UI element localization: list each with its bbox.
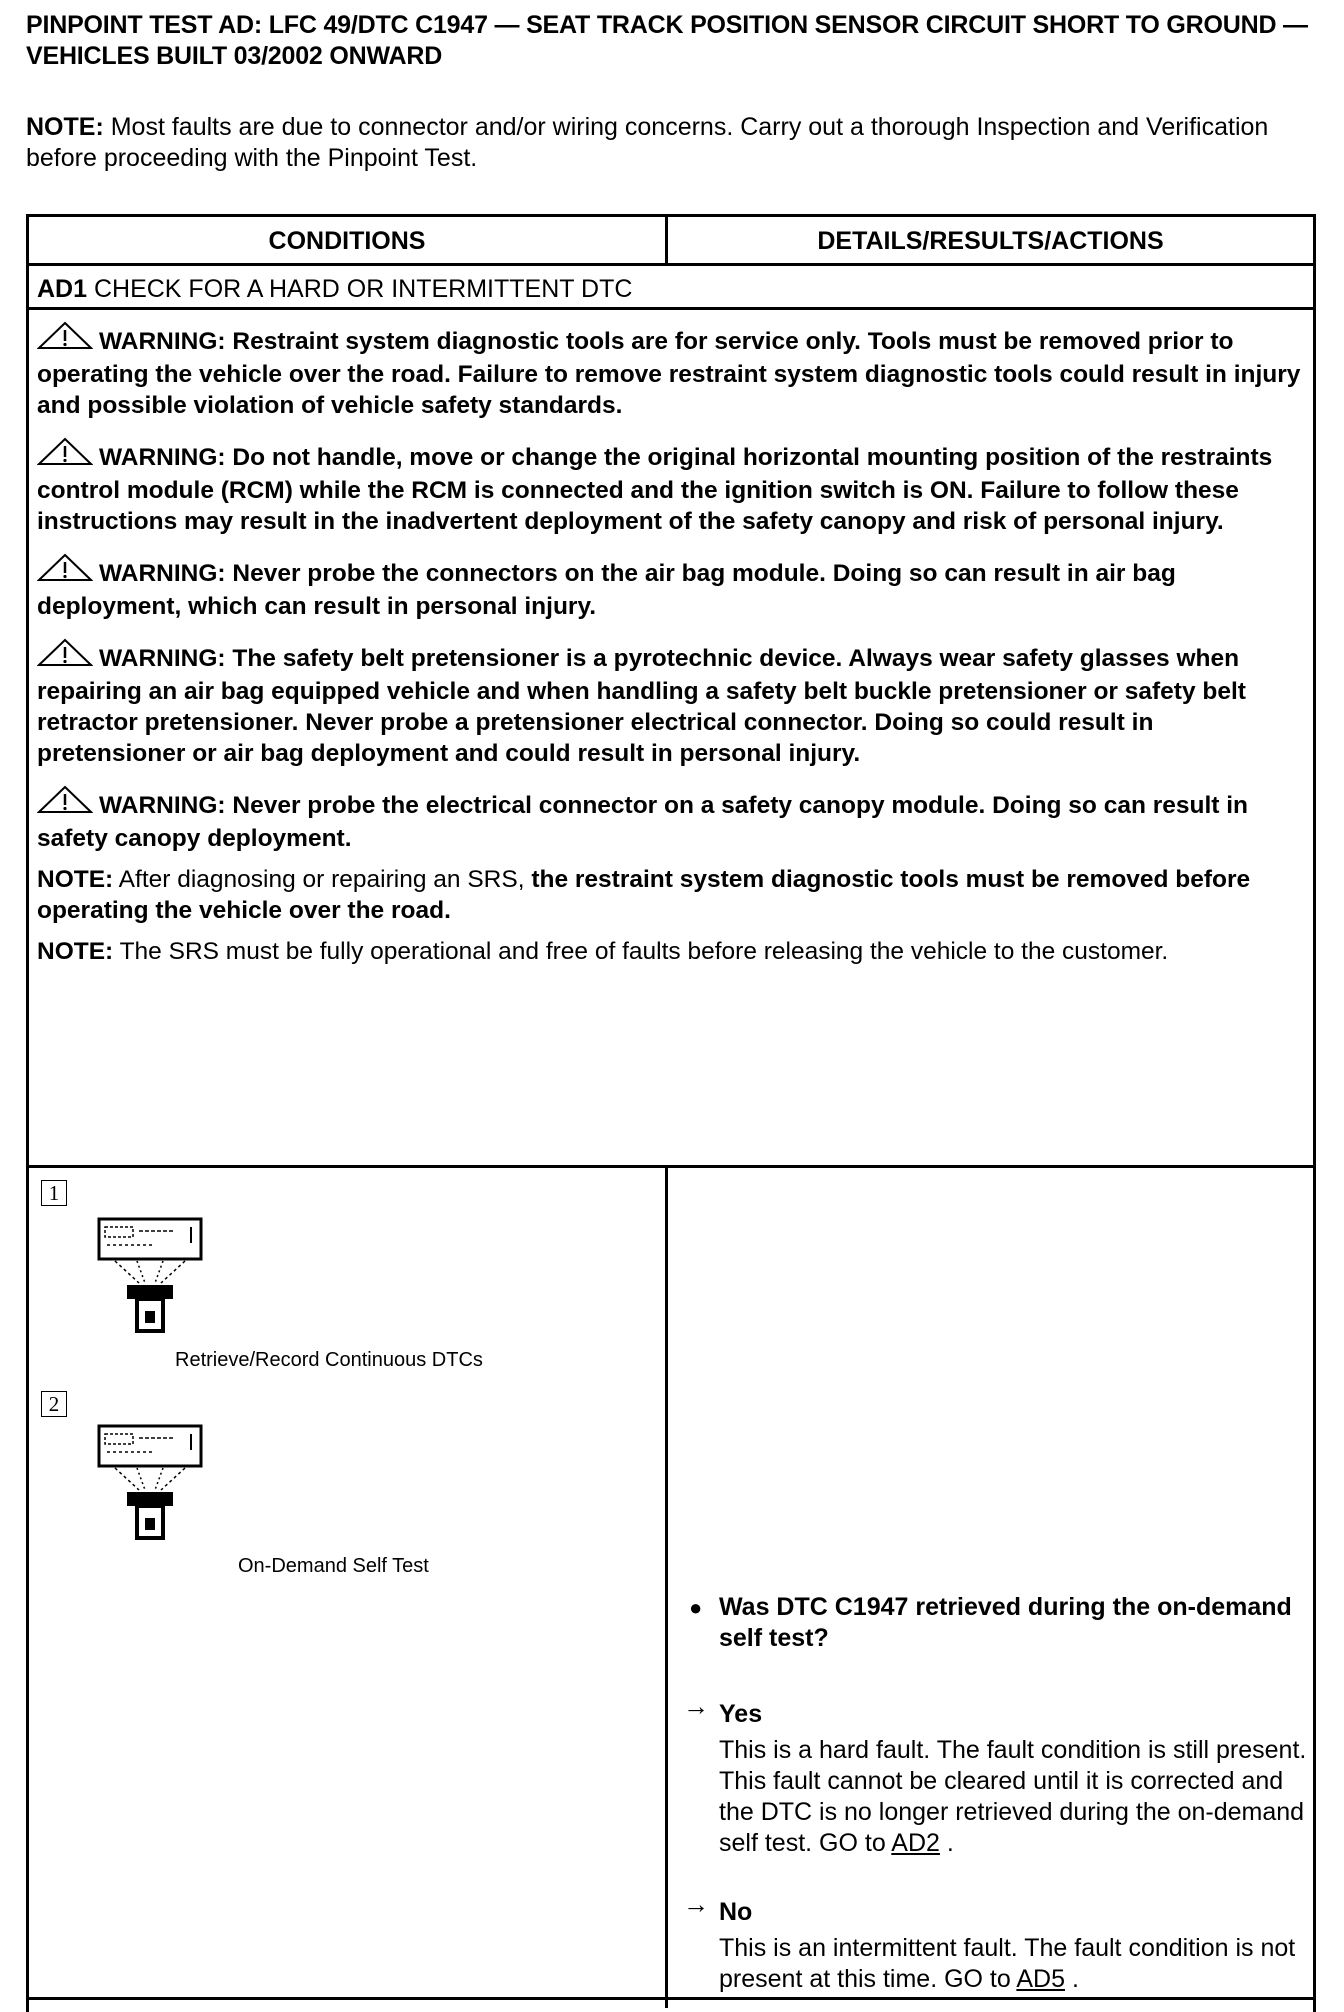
- warning-4: WARNING: The safety belt pretensioner is a pyrotechnic device. Always wear safety glasses when repairing an air bag equipped vehicle and when handling a safety belt buckle pretensioner or safety belt retractor pretensioner. Never probe a pretensioner electrical connector. Doing so could result in pretensioner or air bag deployment and could result in personal injury.: [37, 638, 1307, 769]
- step-caption: On-Demand Self Test: [238, 1555, 429, 1577]
- column-divider: [665, 1168, 668, 2008]
- conditions-header: CONDITIONS: [268, 227, 426, 255]
- step-number-box: 2: [41, 1391, 67, 1417]
- intro-note: [26, 112, 1316, 174]
- note-label: NOTE:: [26, 113, 104, 141]
- arrow-right-icon: →: [683, 1691, 709, 1721]
- warning-1: WARNING: Restraint system diagnostic tools are for service only. Tools must be removed prior to operating the vehicle over the road. Failure to remove restraint system diagnostic tools could result in injury and possible violation of vehicle safety standards.: [37, 321, 1307, 421]
- goto-link[interactable]: AD5: [1016, 1965, 1065, 1993]
- warnings-block: [37, 317, 1307, 967]
- table-bottom-border: [29, 1997, 1313, 2000]
- scan-tool-icon: [95, 1424, 207, 1549]
- answer-label: Yes: [719, 1700, 763, 1728]
- warning-triangle-icon: [37, 553, 93, 591]
- details-header: DETAILS/RESULTS/ACTIONS: [817, 227, 1164, 255]
- answer-text: This is a hard fault. The fault condition is still present. This fault cannot be cleared until it is corrected and the DTC is no longer retrieved during the on-demand self test. GO to AD2 .: [719, 1736, 1307, 1857]
- row-divider: [29, 1165, 1313, 1168]
- warning-triangle-icon: [37, 785, 93, 823]
- answer-label: No: [719, 1898, 753, 1926]
- step-caption: Retrieve/Record Continuous DTCs: [175, 1349, 483, 1371]
- arrow-right-icon: →: [683, 1889, 709, 1919]
- warning-triangle-icon: [37, 638, 93, 676]
- bullet-icon: ●: [689, 1595, 703, 1620]
- note-text: Most faults are due to connector and/or wiring concerns. Carry out a thorough Inspection and Verification before proceeding with the Pinpoint Test.: [26, 113, 1269, 172]
- table-header: [29, 217, 1313, 266]
- warning-triangle-icon: [37, 321, 93, 359]
- question: ● Was DTC C1947 retrieved during the on-demand self test?: [689, 1593, 1292, 1652]
- step-title-row: [29, 266, 1313, 310]
- warning-triangle-icon: [37, 437, 93, 475]
- step-number-box: 1: [41, 1180, 67, 1206]
- srs-note-2: NOTE: The SRS must be fully operational and free of faults before releasing the vehicle to the customer.: [37, 938, 1169, 965]
- page-title: PINPOINT TEST AD: LFC 49/DTC C1947 — SEAT TRACK POSITION SENSOR CIRCUIT SHORT TO GROUND — VEHICLES BUILT 03/2002 ONWARD: [26, 11, 1308, 70]
- pinpoint-test-table: [26, 214, 1316, 2012]
- warning-2: WARNING: Do not handle, move or change the original horizontal mounting position of the restraints control module (RCM) while the RCM is connected and the ignition switch is ON. Failure to follow these instructions may result in the inadvertent deployment of the safety canopy and risk of personal injury.: [37, 437, 1307, 537]
- answer-text: This is an intermittent fault. The fault condition is not present at this time. GO to AD5 .: [719, 1934, 1296, 1993]
- step-title: CHECK FOR A HARD OR INTERMITTENT DTC: [87, 275, 633, 303]
- warning-5: WARNING: Never probe the electrical connector on a safety canopy module. Doing so can result in safety canopy deployment.: [37, 785, 1307, 854]
- warning-3: WARNING: Never probe the connectors on the air bag module. Doing so can result in air bag deployment, which can result in personal injury.: [37, 553, 1307, 622]
- scan-tool-icon: [95, 1217, 207, 1342]
- srs-note-1: NOTE: After diagnosing or repairing an SRS, the restraint system diagnostic tools must be removed before operating the vehicle over the road.: [37, 866, 1251, 924]
- step-id: AD1: [37, 275, 88, 303]
- goto-link[interactable]: AD2: [891, 1829, 940, 1857]
